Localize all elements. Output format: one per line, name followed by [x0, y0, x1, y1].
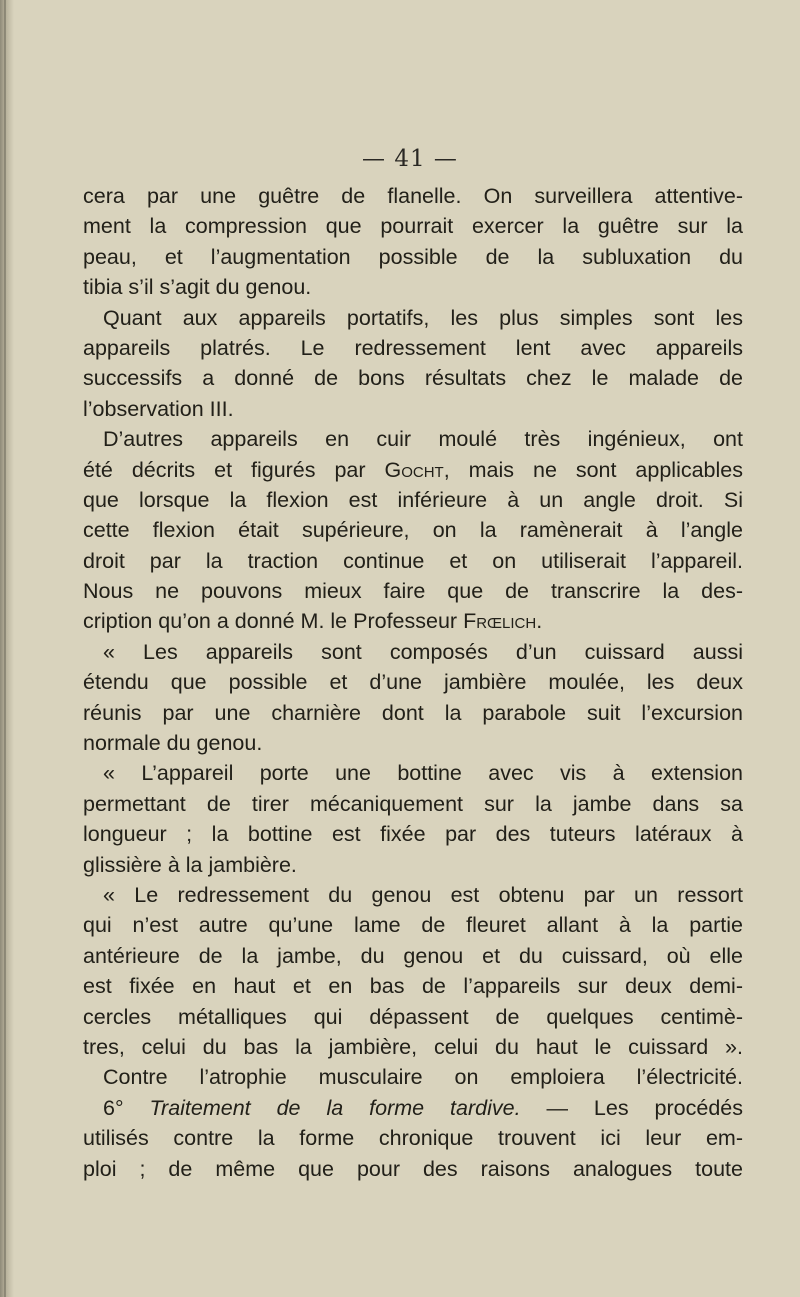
- text-line: Contre l’atrophie musculaire on emploiera l’électricité.: [103, 1065, 743, 1090]
- page-edge-shadow: [0, 0, 14, 1297]
- text-line: longueur ; la bottine est fixée par des tuteurs latéraux à: [83, 822, 743, 847]
- text-line: Nous ne pouvons mieux faire que de transcrire la des-: [83, 579, 743, 604]
- text-line: permettant de tirer mécaniquement sur la jambe dans sa: [83, 791, 743, 816]
- section-title: Traitement de la forme tardive.: [149, 1095, 521, 1120]
- author-name-gocht: Gocht: [384, 457, 444, 482]
- text-fragment: .: [536, 609, 543, 634]
- page-number: — 41 —: [362, 146, 458, 172]
- body-text: [83, 181, 743, 1184]
- author-name-froelich: Frœlich: [463, 609, 537, 634]
- text-line: antérieure de la jambe, du genou et du cuissard, où elle: [83, 943, 743, 968]
- text-line: qui n’est autre qu’une lame de fleuret allant à la partie: [83, 913, 743, 938]
- text-line: Quant aux appareils portatifs, les plus simples sont les: [103, 305, 743, 330]
- text-line: cera par une guêtre de flanelle. On surveillera attentive-: [83, 184, 743, 208]
- text-line: étendu que possible et d’une jambière moulée, les deux: [83, 670, 743, 695]
- text-line: [83, 455, 743, 485]
- text-line: « Les appareils sont composés d’un cuissard aussi: [103, 639, 743, 664]
- text-fragment: — Les procédés: [520, 1095, 743, 1120]
- text-fragment: cription qu’on a donné M. le Professeur: [83, 609, 464, 634]
- text-line: ment la compression que pourrait exercer la guêtre sur la: [83, 214, 743, 239]
- text-line: est fixée en haut et en bas de l’appareils sur deux demi-: [83, 974, 743, 999]
- text-fragment: , mais ne sont applicables: [443, 457, 744, 482]
- text-line: réunis par une charnière dont la parabole suit l’excursion: [83, 700, 743, 725]
- binding-fold: [4, 0, 6, 1297]
- text-line: appareils platrés. Le redressement lent avec appareils: [83, 335, 743, 360]
- text-line: utilisés contre la forme chronique trouvent ici leur em-: [83, 1126, 743, 1151]
- text-line: successifs a donné de bons résultats chez le malade de: [83, 366, 743, 391]
- text-line: D’autres appareils en cuir moulé très ingénieux, ont: [103, 427, 743, 452]
- text-line: tibia s’il s’agit du genou.: [83, 275, 312, 300]
- text-line: « L’appareil porte une bottine avec vis à extension: [103, 761, 743, 786]
- text-line: [83, 606, 743, 636]
- text-line: cette flexion était supérieure, on la ramènerait à l’angle: [83, 518, 743, 543]
- text-line: cercles métalliques qui dépassent de quelques centimè-: [83, 1004, 743, 1029]
- text-line: que lorsque la flexion est inférieure à un angle droit. Si: [83, 487, 743, 512]
- section-number: 6°: [103, 1095, 150, 1120]
- text-line: [83, 1093, 743, 1123]
- text-fragment: été décrits et figurés par: [83, 457, 385, 482]
- text-line: droit par la traction continue et on utiliserait l’appareil.: [83, 548, 743, 573]
- text-line: tres, celui du bas la jambière, celui du haut le cuissard ».: [83, 1034, 743, 1059]
- text-line: normale du genou.: [83, 731, 263, 756]
- text-line: « Le redressement du genou est obtenu par un ressort: [103, 882, 743, 907]
- text-line: l’observation III.: [83, 396, 234, 421]
- text-line: peau, et l’augmentation possible de la subluxation du: [83, 244, 743, 269]
- text-line: ploi ; de même que pour des raisons analogues toute: [83, 1156, 743, 1181]
- text-line: glissière à la jambière.: [83, 852, 297, 877]
